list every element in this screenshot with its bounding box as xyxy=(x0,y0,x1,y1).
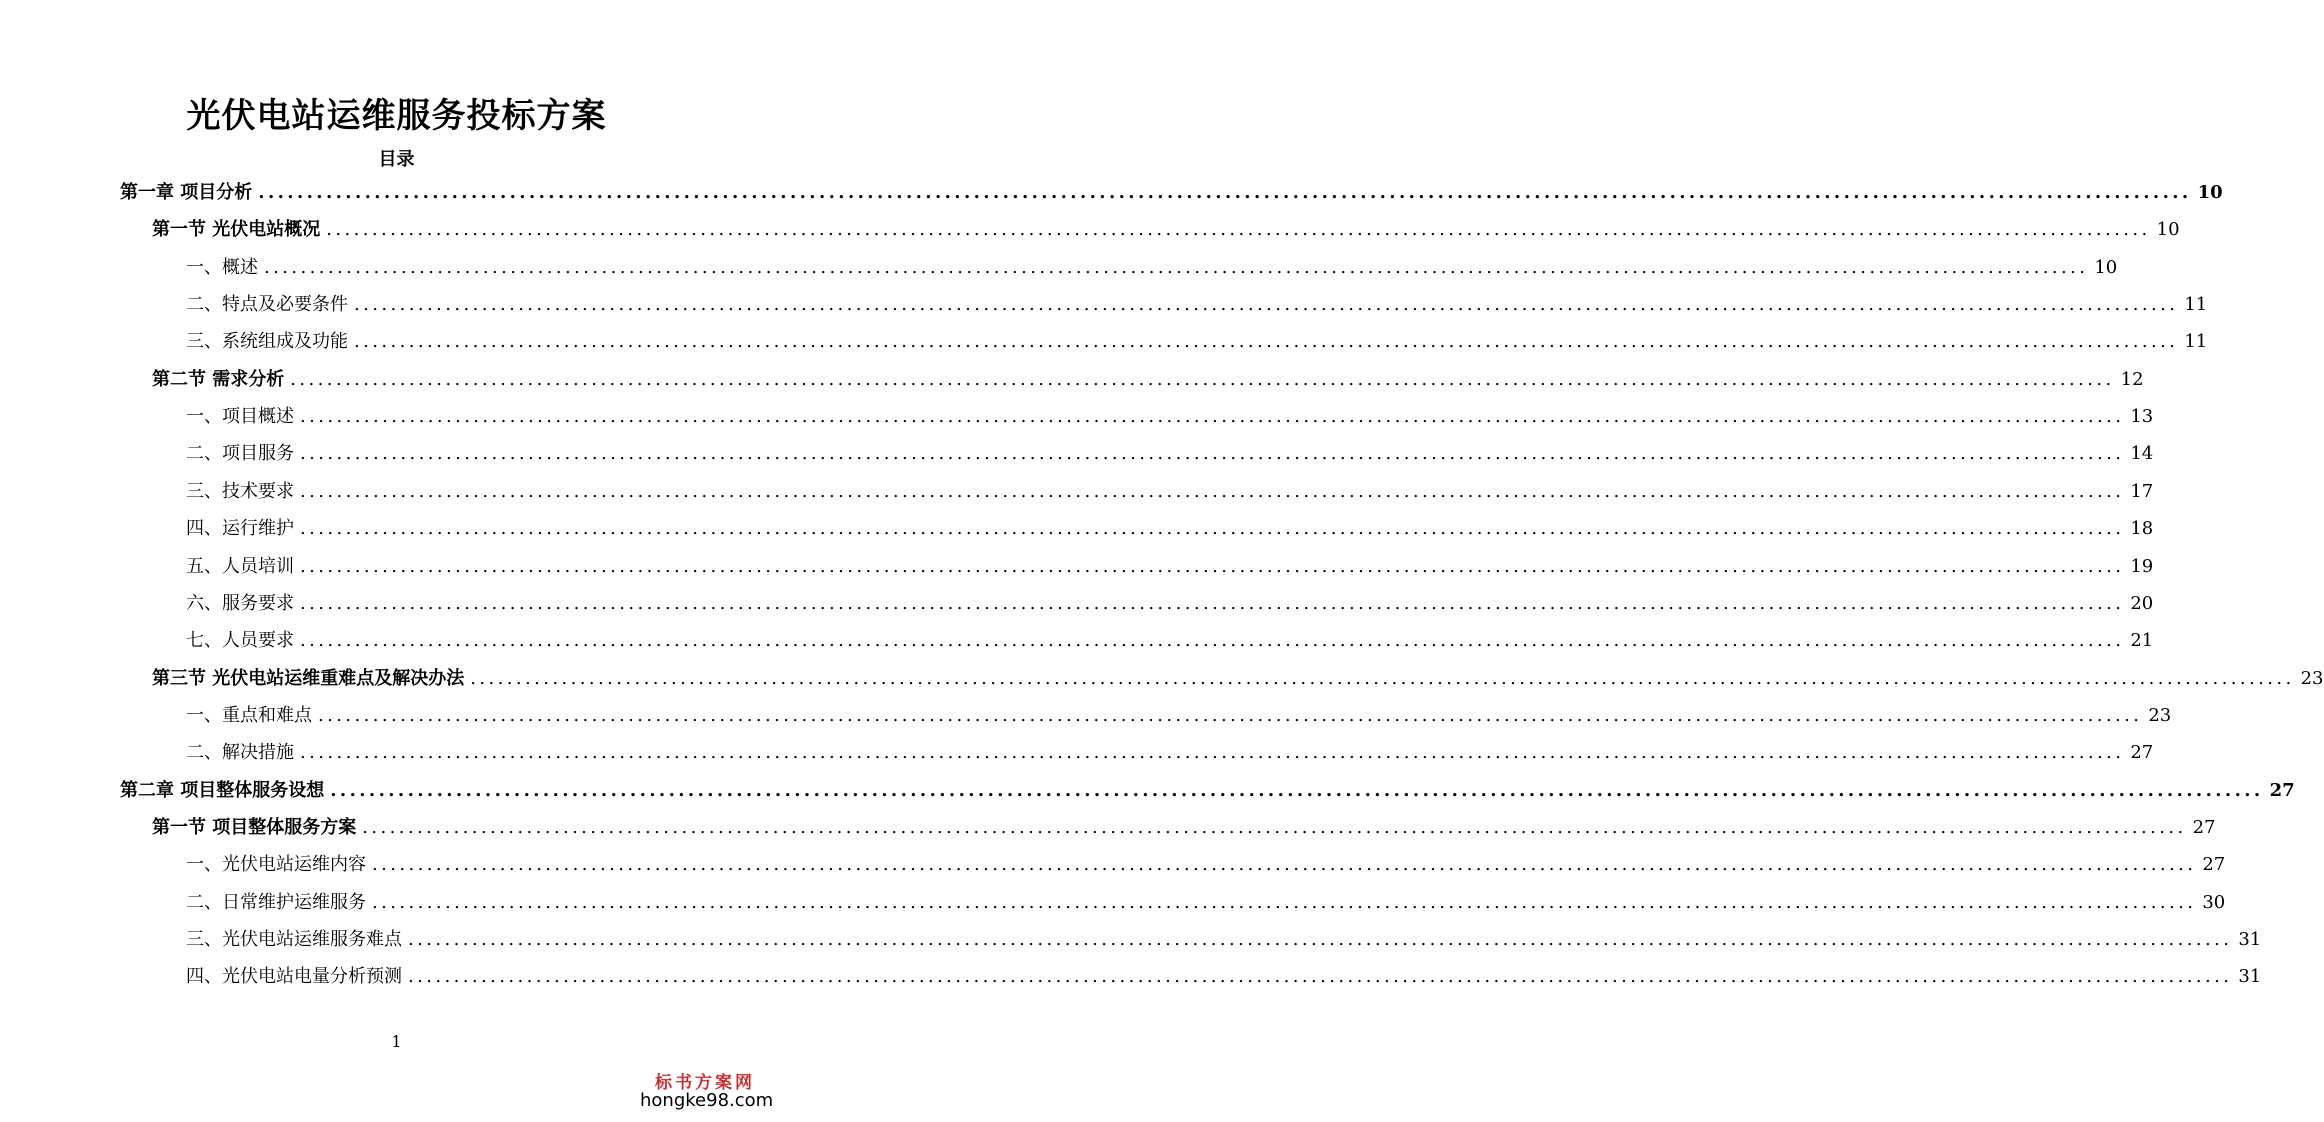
toc-dot-leader: ........................................................................................................................................................................................................ xyxy=(300,443,2125,464)
toc-dot-leader: ........................................................................................................................................................................................................ xyxy=(300,481,2125,502)
toc-entry-label: 三、技术要求 xyxy=(186,481,294,502)
toc-entry-page: 14 xyxy=(2130,443,2154,464)
toc-entry-level-1[interactable] xyxy=(120,180,2223,206)
toc-entry-page: 23 xyxy=(2300,668,2324,689)
toc-entry-page: 27 xyxy=(2269,780,2295,801)
toc-entry-label: 六、服务要求 xyxy=(186,593,294,614)
toc-dot-leader: ........................................................................................................................................................................................................ xyxy=(362,817,2187,838)
toc-entry-level-2[interactable] xyxy=(152,666,2324,692)
toc-dot-leader: ........................................................................................................................................................................................................ xyxy=(300,593,2125,614)
toc-dot-leader: ........................................................................................................................................................................................................ xyxy=(372,854,2197,875)
toc-entry-page: 23 xyxy=(2148,705,2172,726)
toc-entry-page: 17 xyxy=(2130,481,2154,502)
toc-entry-level-3[interactable] xyxy=(186,516,2154,542)
toc-entry-page: 31 xyxy=(2238,929,2262,950)
toc-dot-leader: ........................................................................................................................................................................................................ xyxy=(330,780,2264,801)
toc-entry-label: 四、运行维护 xyxy=(186,518,294,539)
toc-entry-label: 五、人员培训 xyxy=(186,556,294,577)
toc-entry-level-3[interactable] xyxy=(186,329,2208,355)
toc-dot-leader: ........................................................................................................................................................................................................ xyxy=(354,331,2179,352)
page-number: 1 xyxy=(391,1032,402,1051)
toc-entry-level-3[interactable] xyxy=(186,740,2154,766)
toc-entry-label: 七、人员要求 xyxy=(186,630,294,651)
toc-dot-leader: ........................................................................................................................................................................................................ xyxy=(300,630,2125,651)
toc-dot-leader: ........................................................................................................................................................................................................ xyxy=(300,406,2125,427)
toc-entry-label: 二、解决措施 xyxy=(186,742,294,763)
document-title: 光伏电站运维服务投标方案 xyxy=(186,96,607,136)
toc-entry-label: 三、系统组成及功能 xyxy=(186,331,348,352)
toc-entry-page: 10 xyxy=(2197,182,2223,203)
toc-entry-page: 10 xyxy=(2094,257,2118,278)
toc-entry-level-3[interactable] xyxy=(186,703,2172,729)
toc-dot-leader: ........................................................................................................................................................................................................ xyxy=(264,257,2089,278)
toc-dot-leader: ........................................................................................................................................................................................................ xyxy=(326,219,2151,240)
toc-entry-page: 20 xyxy=(2130,593,2154,614)
toc-entry-label: 第一章 项目分析 xyxy=(120,182,253,203)
toc-dot-leader: ........................................................................................................................................................................................................ xyxy=(354,294,2179,315)
toc-entry-level-3[interactable] xyxy=(186,292,2208,318)
toc-entry-level-3[interactable] xyxy=(186,479,2154,505)
toc-entry-label: 一、光伏电站运维内容 xyxy=(186,854,366,875)
toc-dot-leader: ........................................................................................................................................................................................................ xyxy=(372,892,2197,913)
toc-entry-level-1[interactable] xyxy=(120,778,2295,804)
toc-entry-label: 二、项目服务 xyxy=(186,443,294,464)
toc-entry-label: 一、概述 xyxy=(186,257,258,278)
toc-entry-label: 二、日常维护运维服务 xyxy=(186,892,366,913)
toc-entry-level-2[interactable] xyxy=(152,815,2216,841)
toc-dot-leader: ........................................................................................................................................................................................................ xyxy=(300,556,2125,577)
toc-dot-leader: ........................................................................................................................................................................................................ xyxy=(290,369,2115,390)
toc-entry-label: 三、光伏电站运维服务难点 xyxy=(186,929,402,950)
toc-entry-page: 27 xyxy=(2202,854,2226,875)
toc-entry-page: 12 xyxy=(2120,369,2144,390)
toc-entry-level-3[interactable] xyxy=(186,852,2226,878)
toc-entry-label: 四、光伏电站电量分析预测 xyxy=(186,966,402,987)
toc-dot-leader: ........................................................................................................................................................................................................ xyxy=(318,705,2143,726)
toc-dot-leader: ........................................................................................................................................................................................................ xyxy=(300,518,2125,539)
toc-entry-label: 第一节 项目整体服务方案 xyxy=(152,817,357,838)
toc-dot-leader: ........................................................................................................................................................................................................ xyxy=(258,182,2192,203)
toc-entry-page: 31 xyxy=(2238,966,2262,987)
toc-entry-level-3[interactable] xyxy=(186,591,2154,617)
watermark-url: hongke98.com xyxy=(640,1090,774,1111)
toc-entry-level-3[interactable] xyxy=(186,255,2118,281)
toc-entry-label: 第一节 光伏电站概况 xyxy=(152,219,321,240)
toc-entry-level-3[interactable] xyxy=(186,554,2154,580)
toc-entry-page: 30 xyxy=(2202,892,2226,913)
toc-entry-label: 一、重点和难点 xyxy=(186,705,312,726)
toc-dot-leader: ........................................................................................................................................................................................................ xyxy=(408,966,2233,987)
toc-entry-page: 11 xyxy=(2184,331,2208,352)
toc-entry-label: 二、特点及必要条件 xyxy=(186,294,348,315)
toc-entry-level-2[interactable] xyxy=(152,217,2180,243)
toc-dot-leader: ........................................................................................................................................................................................................ xyxy=(300,742,2125,763)
toc-entry-page: 21 xyxy=(2130,630,2154,651)
toc-entry-label: 一、项目概述 xyxy=(186,406,294,427)
toc-entry-level-3[interactable] xyxy=(186,628,2154,654)
toc-dot-leader: ........................................................................................................................................................................................................ xyxy=(408,929,2233,950)
toc-entry-level-3[interactable] xyxy=(186,404,2154,430)
watermark-site-name: 标书方案网 xyxy=(655,1073,755,1093)
toc-entry-page: 27 xyxy=(2130,742,2154,763)
toc-heading: 目录 xyxy=(378,149,415,170)
toc-entry-label: 第二节 需求分析 xyxy=(152,369,285,390)
toc-dot-leader: ........................................................................................................................................................................................................ xyxy=(470,668,2295,689)
toc-entry-page: 11 xyxy=(2184,294,2208,315)
toc-entry-level-3[interactable] xyxy=(186,964,2262,990)
toc-entry-label: 第三节 光伏电站运维重难点及解决办法 xyxy=(152,668,465,689)
toc-entry-page: 10 xyxy=(2156,219,2180,240)
toc-entry-level-2[interactable] xyxy=(152,367,2144,393)
toc-entry-page: 19 xyxy=(2130,556,2154,577)
toc-entry-page: 18 xyxy=(2130,518,2154,539)
toc-entry-page: 13 xyxy=(2130,406,2154,427)
toc-entry-label: 第二章 项目整体服务设想 xyxy=(120,780,325,801)
toc-entry-level-3[interactable] xyxy=(186,890,2226,916)
toc-entry-level-3[interactable] xyxy=(186,441,2154,467)
toc-entry-level-3[interactable] xyxy=(186,927,2262,953)
toc-entry-page: 27 xyxy=(2192,817,2216,838)
